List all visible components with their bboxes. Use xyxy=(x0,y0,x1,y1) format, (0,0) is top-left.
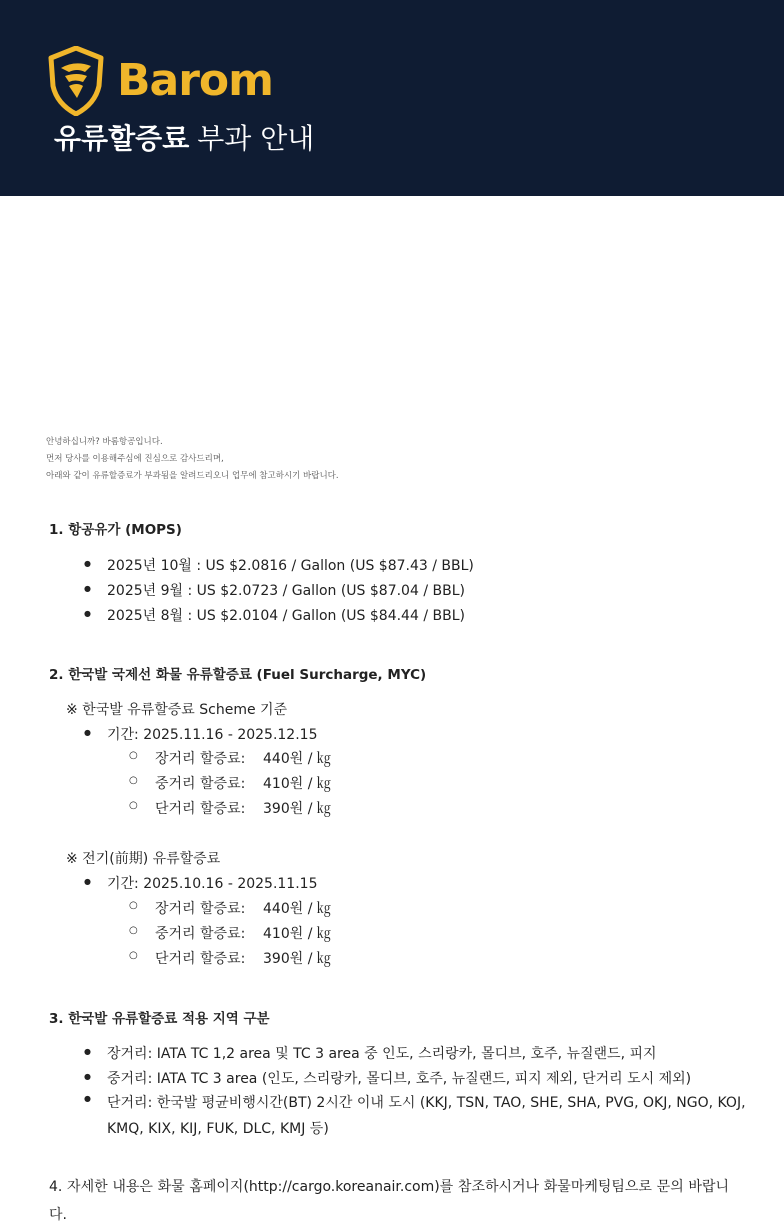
logo xyxy=(47,46,273,116)
rate-item: ○ 단거리 할증료: 390원 / ㎏ xyxy=(129,798,331,818)
scheme-note: ※ 한국발 유류할증료 Scheme 기준 xyxy=(66,702,288,718)
title-strong: 유류할증료 xyxy=(54,122,190,155)
previous-note: ※ 전기(前期) 유류할증료 xyxy=(66,851,221,867)
section-2-heading: 2. 한국발 국제선 화물 유류할증료 (Fuel Surcharge, MYC) xyxy=(49,667,427,683)
brand-name: Barom xyxy=(117,55,274,106)
rate-item: ○ 장거리 할증료: 440원 / ㎏ xyxy=(129,898,331,918)
intro-text xyxy=(46,434,339,485)
period-item: ● 기간: 2025.10.16 - 2025.11.15 xyxy=(84,873,317,893)
list-item: ● 중거리: IATA TC 3 area (인도, 스리랑카, 몰디브, 호주, 뉴질랜드, 피지 제외, 단거리 도시 제외) xyxy=(84,1068,691,1088)
title-light: 부과 안내 xyxy=(197,122,315,155)
list-item: ● 장거리: IATA TC 1,2 area 및 TC 3 area 중 인도, 스리랑카, 몰디브, 호주, 뉴질랜드, 피지 xyxy=(84,1043,657,1063)
intro-line: 안녕하십니까? 바롬항공입니다. xyxy=(46,437,163,447)
rate-item: ○ 중거리 할증료: 410원 / ㎏ xyxy=(129,773,331,793)
rate-item: ○ 중거리 할증료: 410원 / ㎏ xyxy=(129,923,331,943)
header-banner xyxy=(0,0,784,196)
list-item: ● 2025년 9월 : US $2.0723 / Gallon (US $87.04 / BBL) xyxy=(84,580,465,600)
page-title xyxy=(54,124,314,155)
intro-line: 먼저 당사를 이용해주심에 진심으로 감사드리며, xyxy=(46,454,224,464)
rate-item: ○ 장거리 할증료: 440원 / ㎏ xyxy=(129,748,331,768)
contact-paragraph: 4. 자세한 내용은 화물 홈페이지(http://cargo.koreanair.com)를 참조하시거나 화물마케팅팀으로 문의 바랍니다. xyxy=(49,1179,729,1223)
section-3-heading: 3. 한국발 유류할증료 적용 지역 구분 xyxy=(49,1011,270,1027)
rate-item: ○ 단거리 할증료: 390원 / ㎏ xyxy=(129,948,331,968)
list-item: ● 2025년 8월 : US $2.0104 / Gallon (US $84.44 / BBL) xyxy=(84,605,465,625)
list-item: ● 2025년 10월 : US $2.0816 / Gallon (US $87.43 / BBL) xyxy=(84,555,474,575)
intro-line: 아래와 같이 유류할증료가 부과됨을 알려드리오니 업무에 참고하시기 바랍니다. xyxy=(46,471,339,481)
section-1-heading: 1. 항공유가 (MOPS) xyxy=(49,522,182,538)
period-item: ● 기간: 2025.11.16 - 2025.12.15 xyxy=(84,724,317,744)
list-item: ● 단거리: 한국발 평균비행시간(BT) 2시간 이내 도시 (KKJ, TSN, TAO, SHE, SHA, PVG, OKJ, NGO, KOJ, KMQ, KIX, KIJ, FUK, DLC, KMJ 등) xyxy=(84,1090,747,1142)
eagle-shield-icon xyxy=(47,46,105,116)
